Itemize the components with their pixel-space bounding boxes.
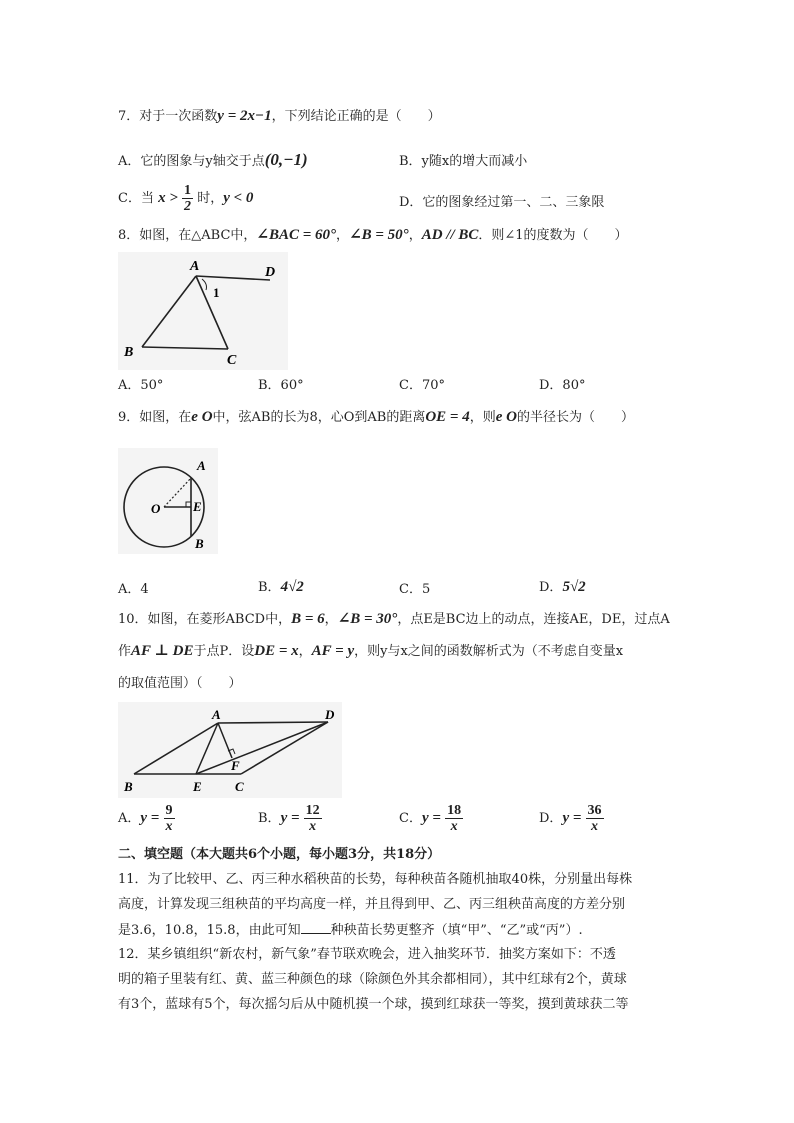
q8-label-1: 1	[213, 285, 220, 300]
q10-stem-line2: 作AF ⊥ DE于点P．设DE = x，AF = y，则y与x之间的函数解析式为（不考虑自变量x	[118, 643, 624, 659]
q10-option-c: C．y = $\frac{18}{x}$	[399, 803, 462, 834]
q7-option-d: D．它的图象经过第一、二、三象限	[399, 195, 605, 210]
q10-label-d: D	[325, 707, 335, 722]
q8-label-a: A	[190, 259, 200, 274]
q9-option-b: B．4√2	[258, 579, 304, 595]
q10-label-c: C	[235, 779, 244, 794]
q8-label-b: B	[124, 345, 134, 360]
q7-option-c: C．当 x > $\frac{1}{2}$ 时，y < 0	[118, 183, 254, 214]
q9-option-c: C．5	[399, 582, 431, 597]
q7-option-a: A．它的图象与y轴交于点(0,−1)	[118, 150, 308, 169]
q9-option-a: A．4	[118, 582, 149, 597]
q9-label-b: B	[195, 536, 204, 551]
q8-label-d: D	[265, 265, 276, 280]
q12-line2: 明的箱子里装有红、黄、蓝三种颜色的球（除颜色外其余都相同），其中红球有2个，黄球	[118, 972, 627, 987]
q7-option-b: B．y随x的增大而减小	[399, 154, 528, 169]
q12-line1: 12．某乡镇组织“新农村，新气象”春节联欢晚会，进入抽奖环节．抽奖方案如下：不透	[118, 947, 616, 962]
q8-option-b: B．60°	[258, 378, 304, 393]
q12-line3: 有3个，蓝球有5个，每次摇匀后从中随机摸一个球，摸到红球获一等奖，摸到黄球获二等	[118, 997, 629, 1012]
q8-option-c: C．70°	[399, 378, 445, 393]
q11-line2: 高度，计算发现三组秧苗的平均高度一样，并且得到甲、乙、丙三组秧苗高度的方差分别	[118, 897, 626, 912]
q11-answer-blank	[301, 921, 331, 934]
q10-option-b: B．y = $\frac{12}{x}$	[258, 803, 320, 834]
q10-label-b: B	[124, 779, 133, 794]
q9-label-a: A	[197, 458, 206, 473]
q10-option-a: A．y = $\frac{9}{x}$	[118, 803, 173, 834]
q7-stem: 7．对于一次函数y = 2x−1，下列结论正确的是（ ）	[118, 108, 441, 124]
q10-option-d: D．y = $\frac{36}{x}$	[539, 803, 602, 834]
q9-label-o: O	[151, 501, 161, 516]
q8-triangle-figure	[118, 252, 288, 370]
q9-circle-figure	[118, 448, 218, 554]
q10-label-a: A	[212, 707, 221, 722]
q8-option-a: A．50°	[118, 378, 164, 393]
q9-label-e: E	[193, 499, 202, 514]
q10-label-f: F	[231, 758, 240, 773]
q11-line3: 是3.6，10.8，15.8，由此可知 种秧苗长势更整齐（填“甲”、“乙”或“丙”）.	[118, 923, 583, 938]
section-heading: 二、填空题（本大题共6个小题，每小题3分，共18分）	[118, 847, 441, 862]
q9-stem: 9．如图，在e O中，弦AB的长为8，心O到AB的距离OE = 4，则e O的半径长为（ ）	[118, 409, 635, 425]
q7-c-fraction: $\frac{1}{2}$	[184, 183, 192, 214]
q9-option-d: D．5√2	[539, 579, 586, 595]
q10-stem-line1: 10．如图，在菱形ABCD中，B = 6，∠B = 30°，点E是BC边上的动点，连接AE，DE，过点A	[118, 611, 670, 627]
q8-stem: 8．如图，在△ABC中，∠BAC = 60°，∠B = 50°，AD // BC．则∠1的度数为（ ）	[118, 227, 628, 243]
q8-label-c: C	[227, 353, 237, 368]
q10-rhombus-figure	[118, 702, 342, 798]
q8-option-d: D．80°	[539, 378, 586, 393]
q11-line1: 11．为了比较甲、乙、丙三种水稻秧苗的长势，每种秧苗各随机抽取40株，分别量出每株	[118, 872, 633, 887]
q10-label-e: E	[193, 779, 202, 794]
q10-stem-line3: 的取值范围）（ ）	[118, 676, 242, 691]
